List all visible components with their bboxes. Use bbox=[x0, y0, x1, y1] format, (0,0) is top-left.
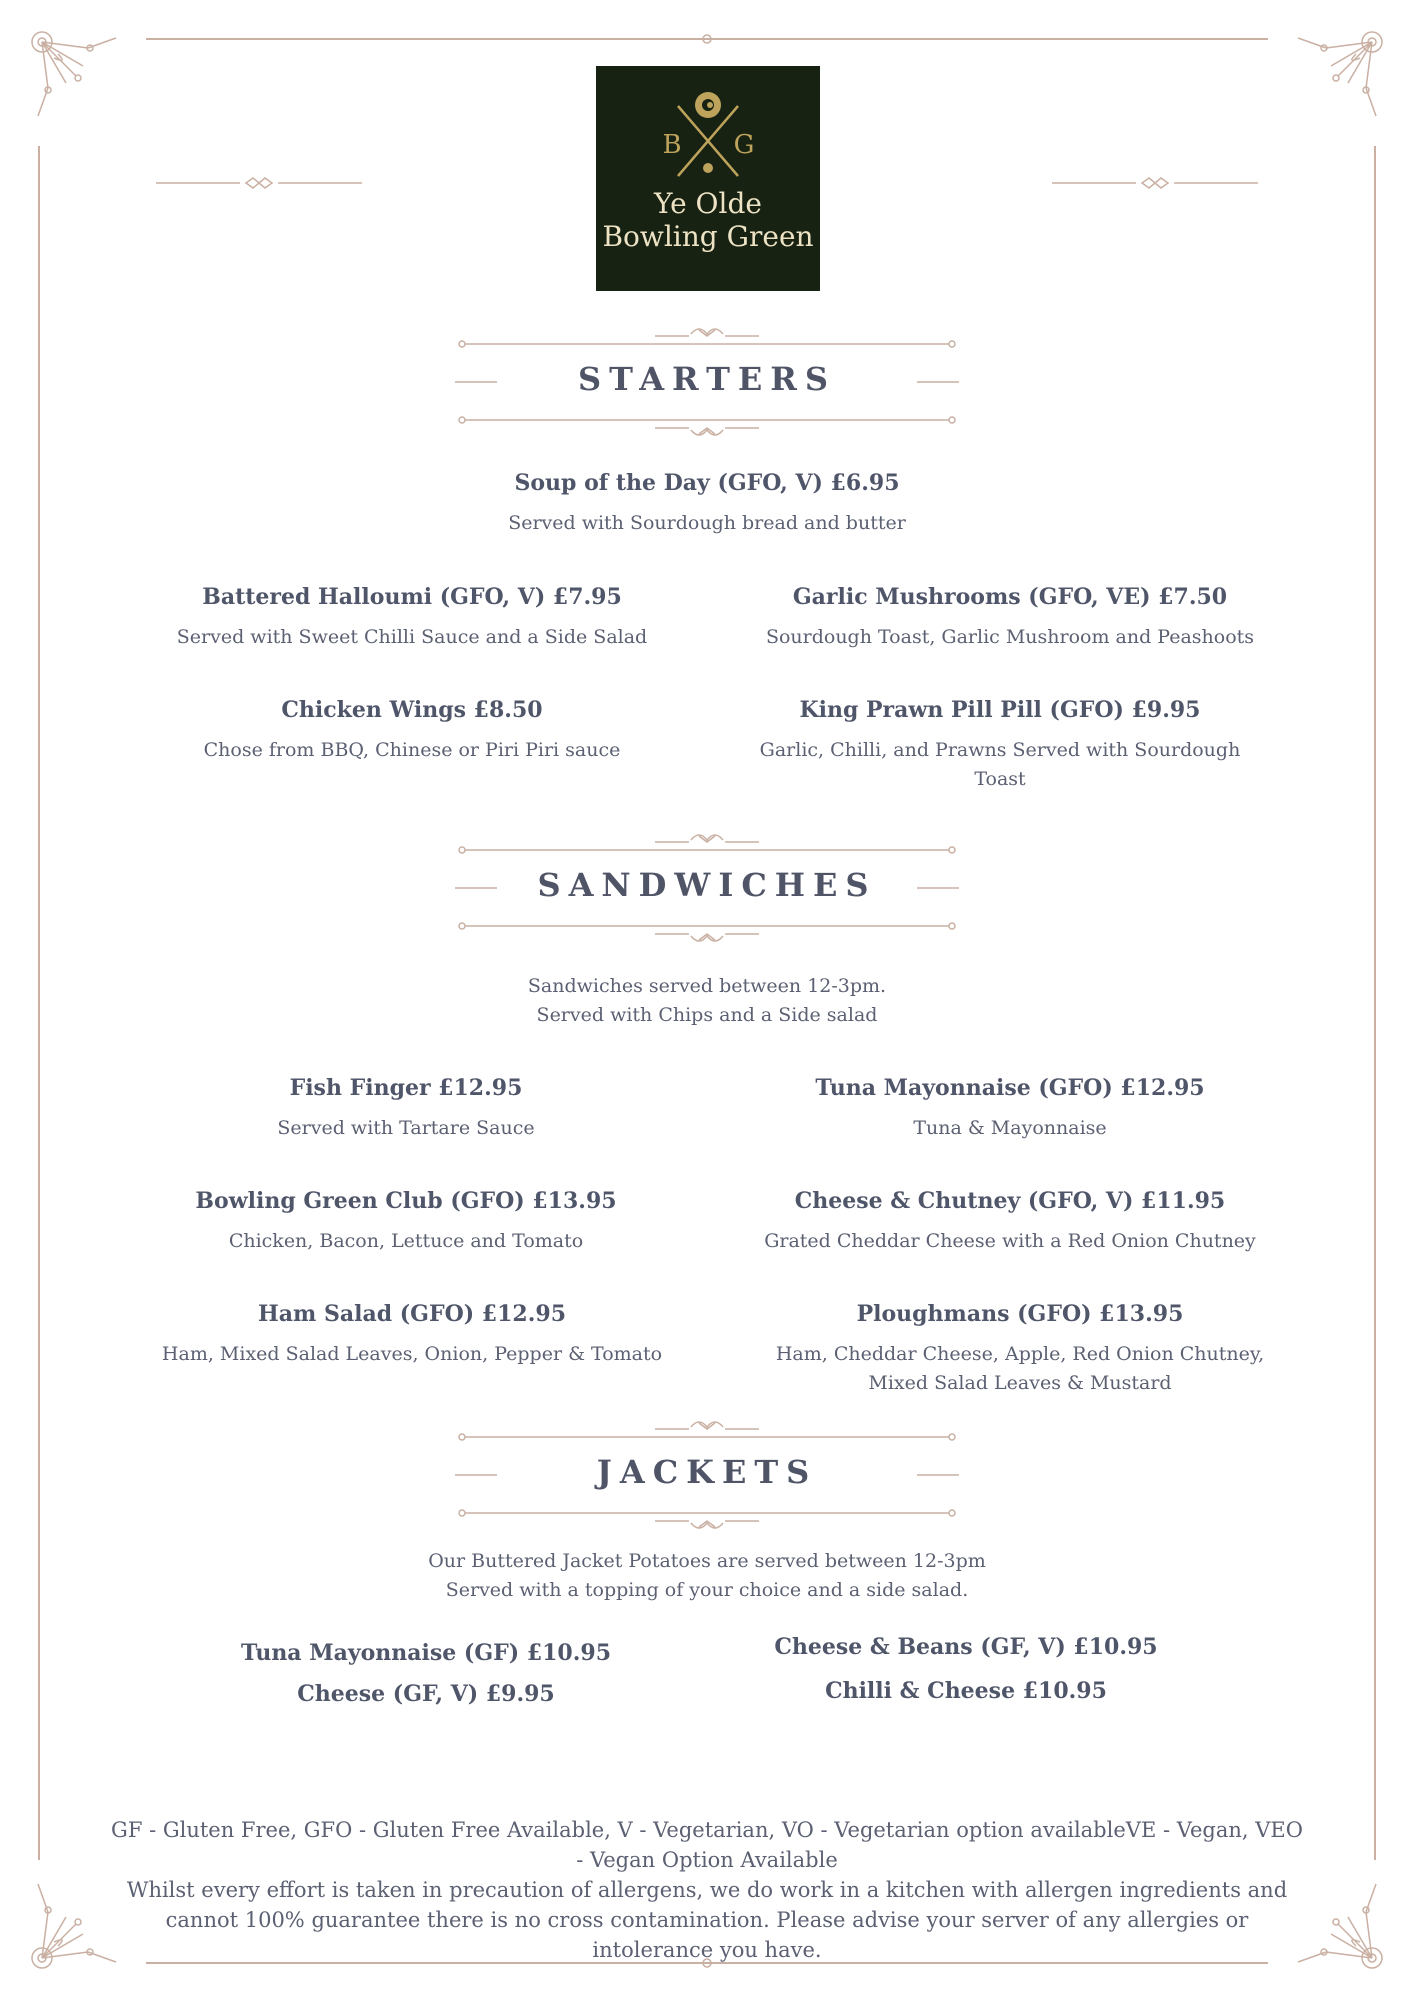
sandwiches-note-line1: Sandwiches served between 12-3pm. bbox=[527, 975, 887, 997]
logo-letter-b: B bbox=[662, 130, 682, 160]
sandwich-item-name: Ploughmans (GFO) £13.95 bbox=[856, 1301, 1184, 1327]
sandwich-item-name: Tuna Mayonnaise (GFO) £12.95 bbox=[815, 1075, 1205, 1101]
sandwich-item-desc: Served with Tartare Sauce bbox=[277, 1117, 535, 1139]
corner-ornament-top-left bbox=[28, 28, 118, 118]
starter-item-desc: Garlic, Chilli, and Prawns Served with Sourdough Toast bbox=[759, 739, 1241, 790]
logo-name-line1: Ye Olde bbox=[654, 187, 762, 220]
sandwich-item-desc: Tuna & Mayonnaise bbox=[913, 1117, 1107, 1139]
logo-letter-g: G bbox=[733, 130, 755, 160]
jacket-item: Cheese (GF, V) £9.95 bbox=[297, 1681, 555, 1707]
jackets-note-line2: Served with a topping of your choice and a side salad. bbox=[445, 1579, 969, 1601]
corner-ornament-bottom-right bbox=[1296, 1882, 1386, 1972]
logo-side-ornament-left bbox=[156, 174, 362, 192]
jackets-title: JACKETS bbox=[596, 1453, 818, 1491]
sandwich-item-name: Bowling Green Club (GFO) £13.95 bbox=[195, 1188, 617, 1214]
starter-item-name: Garlic Mushrooms (GFO, VE) £7.50 bbox=[792, 584, 1228, 610]
corner-ornament-top-right bbox=[1296, 28, 1386, 118]
top-center-flourish bbox=[677, 30, 737, 48]
jacket-item: Chilli & Cheese £10.95 bbox=[825, 1678, 1107, 1704]
allergen-disclaimer: Whilst every effort is taken in precaution of allergens, we do work in a kitchen with allergen ingredients and cannot 100% guarantee there is no cross contamination. Please advise your server of any allergies or intolerance you have. bbox=[126, 1878, 1288, 1962]
starter-featured-name: Soup of the Day (GFO, V) £6.95 bbox=[514, 470, 900, 496]
sandwiches-title: SANDWICHES bbox=[537, 866, 877, 904]
starter-item-desc: Chose from BBQ, Chinese or Piri Piri sauce bbox=[203, 739, 621, 761]
sandwich-item-name: Ham Salad (GFO) £12.95 bbox=[257, 1301, 567, 1327]
starters-title: STARTERS bbox=[578, 360, 836, 398]
jacket-item: Tuna Mayonnaise (GF) £10.95 bbox=[240, 1640, 612, 1666]
sandwich-item-name: Fish Finger £12.95 bbox=[289, 1075, 523, 1101]
starter-featured-desc: Served with Sourdough bread and butter bbox=[508, 512, 906, 534]
starter-item-desc: Served with Sweet Chilli Sauce and a Side Salad bbox=[176, 626, 648, 648]
jackets-note-line1: Our Buttered Jacket Potatoes are served between 12-3pm bbox=[428, 1550, 986, 1572]
logo-monogram bbox=[596, 84, 820, 184]
starter-item-desc: Sourdough Toast, Garlic Mushroom and Peashoots bbox=[765, 626, 1255, 648]
jacket-item: Cheese & Beans (GF, V) £10.95 bbox=[774, 1634, 1158, 1660]
sandwich-item-desc: Ham, Mixed Salad Leaves, Onion, Pepper & Tomato bbox=[161, 1343, 663, 1365]
allergen-key: GF - Gluten Free, GFO - Gluten Free Available, V - Vegetarian, VO - Vegetarian option availableVE - Vegan, VEO - Vegan Option Available bbox=[111, 1818, 1303, 1872]
starter-item-name: Battered Halloumi (GFO, V) £7.95 bbox=[202, 584, 622, 610]
sandwich-item-name: Cheese & Chutney (GFO, V) £11.95 bbox=[794, 1188, 1226, 1214]
sandwich-item-desc: Chicken, Bacon, Lettuce and Tomato bbox=[228, 1230, 584, 1252]
logo-name-line2: Bowling Green bbox=[602, 220, 814, 253]
corner-ornament-bottom-left bbox=[28, 1882, 118, 1972]
sandwich-item-desc: Ham, Cheddar Cheese, Apple, Red Onion Chutney, Mixed Salad Leaves & Mustard bbox=[775, 1343, 1265, 1394]
logo bbox=[596, 66, 820, 291]
sandwich-item-desc: Grated Cheddar Cheese with a Red Onion Chutney bbox=[764, 1230, 1256, 1252]
starter-item-name: King Prawn Pill Pill (GFO) £9.95 bbox=[799, 697, 1201, 723]
starter-item-name: Chicken Wings £8.50 bbox=[281, 697, 543, 723]
sandwiches-note-line2: Served with Chips and a Side salad bbox=[536, 1004, 878, 1026]
logo-side-ornament-right bbox=[1052, 174, 1258, 192]
